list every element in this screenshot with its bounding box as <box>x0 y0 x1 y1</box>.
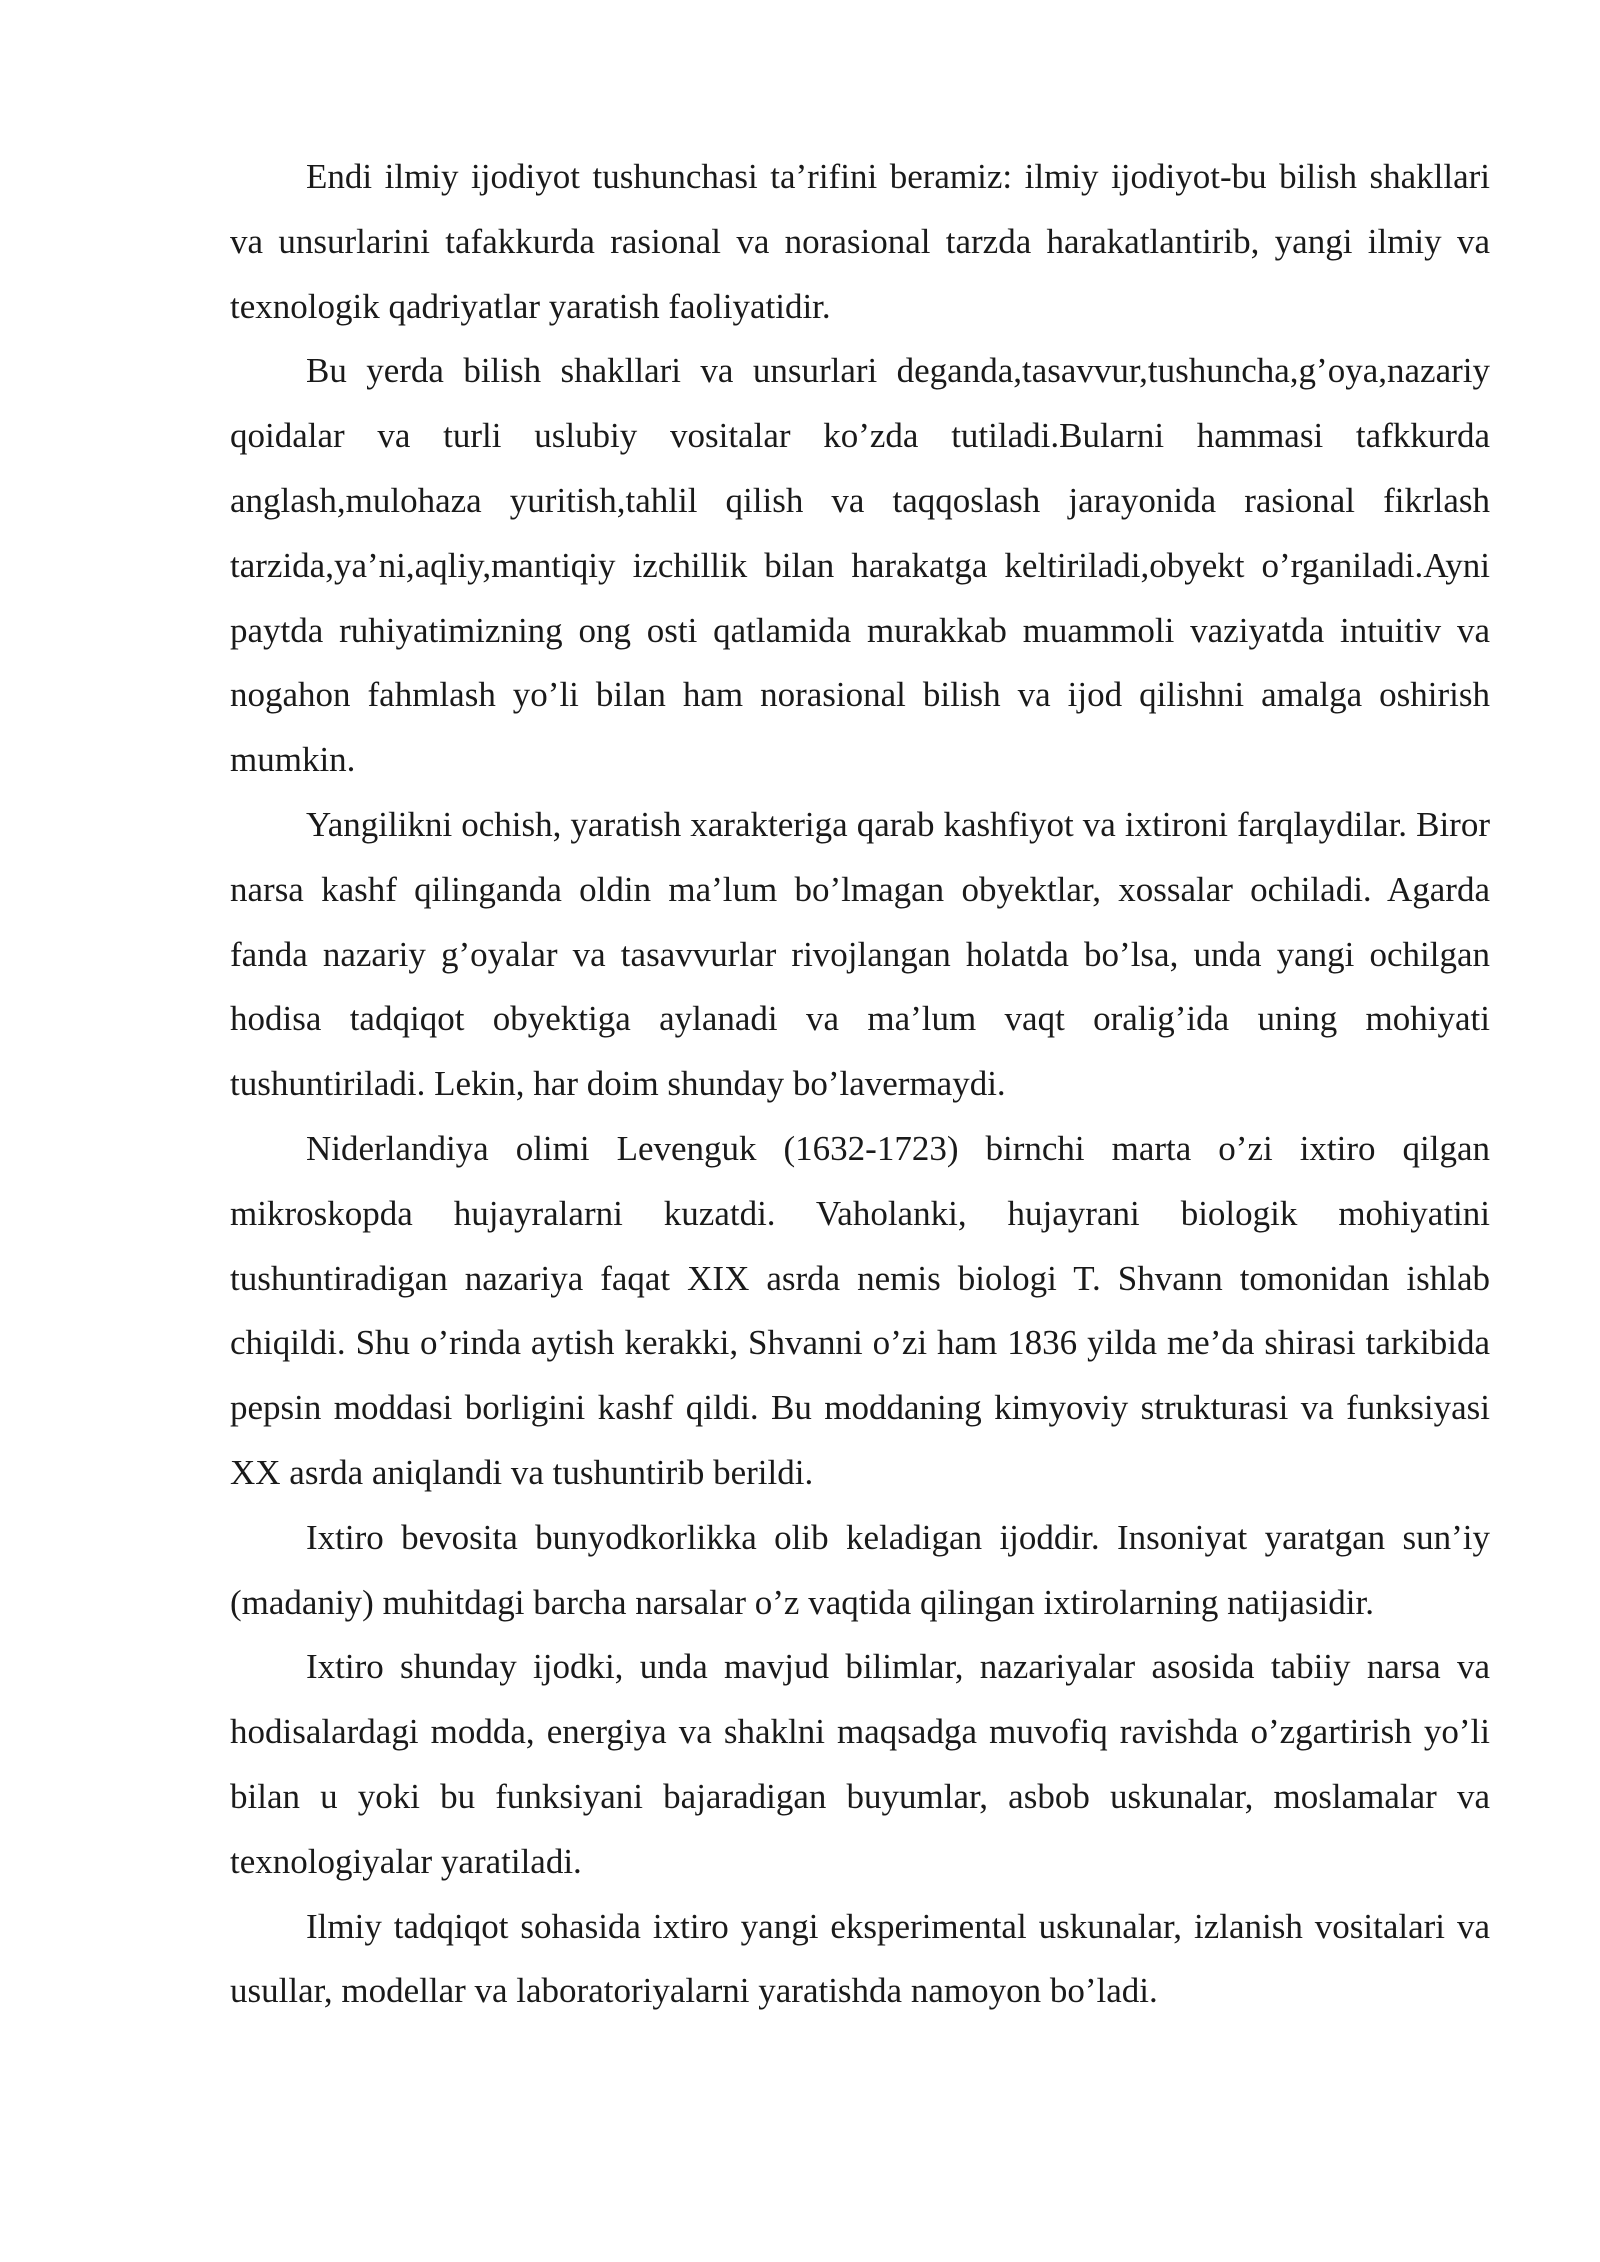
paragraph-definition: Endi ilmiy ijodiyot tushunchasi ta’rifini beramiz: ilmiy ijodiyot-bu bilish shakllari va unsurlarini tafakkurda rasional va norasional tarzda harakatlantirib, yangi ilmiy va texnologik qadriyatlar yaratish faoliyatidir. <box>230 157 1490 326</box>
paragraph-invention-creation: Ixtiro bevosita bunyodkorlikka olib keladigan ijoddir. Insoniyat yaratgan sun’iy (madaniy) muhitdagi barcha narsalar o’z vaqtida qilingan ixtirolarning natijasidir. <box>230 1517 1490 1622</box>
paragraph-levenguk: Niderlandiya olimi Levenguk (1632-1723) birnchi marta o’zi ixtiro qilgan mikroskopda hujayralarni kuzatdi. Vaholanki, hujayrani biologik mohiyatini tushuntiradigan nazariya faqat XIX asrda nemis biologi T. Shvann tomonidan ishlab chiqildi. Shu o’rinda aytish kerakki, Shvanni o’zi ham 1836 yilda me’da shirasi tarkibida pepsin moddasi borligini kashf qildi. Bu moddaning kimyoviy strukturasi va funksiyasi XX asrda aniqlandi va tushuntirib berildi. <box>230 1128 1490 1492</box>
document-page <box>230 145 1490 2024</box>
paragraph-scientific-research: Ilmiy tadqiqot sohasida ixtiro yangi eksperimental uskunalar, izlanish vositalari va usullar, modellar va laboratoriyalarni yaratishda namoyon bo’ladi. <box>230 1906 1490 2011</box>
paragraph-invention-definition: Ixtiro shunday ijodki, unda mavjud bilimlar, nazariyalar asosida tabiiy narsa va hodisalardagi modda, energiya va shaklni maqsadga muvofiq ravishda o’zgartirish yo’li bilan u yoki bu funksiyani bajaradigan buyumlar, asbob uskunalar, moslamalar va texnologiyalar yaratiladi. <box>230 1647 1490 1881</box>
paragraph-forms-of-knowledge: Bu yerda bilish shakllari va unsurlari deganda,tasavvur,tushuncha,g’oya,nazariy qoidalar va turli uslubiy vositalar ko’zda tutiladi.Bularni hammasi tafkkurda anglash,mulohaza yuritish,tahlil qilish va taqqoslash jarayonida rasional fikrlash tarzida,ya’ni,aqliy,mantiqiy izchillik bilan harakatga keltiriladi,obyekt o’rganiladi.Ayni paytda ruhiyatimizning ong osti qatlamida murakkab muammoli vaziyatda intuitiv va nogahon fahmlash yo’li bilan ham norasional bilish va ijod qilishni amalga oshirish mumkin. <box>230 351 1490 780</box>
paragraph-discovery-invention: Yangilikni ochish, yaratish xarakteriga qarab kashfiyot va ixtironi farqlaydilar. Biror narsa kashf qilinganda oldin ma’lum bo’lmagan obyektlar, xossalar ochiladi. Agarda fanda nazariy g’oyalar va tasavvurlar rivojlangan holatda bo’lsa, unda yangi ochilgan hodisa tadqiqot obyektiga aylanadi va ma’lum vaqt oralig’ida uning mohiyati tushuntiriladi. Lekin, har doim shunday bo’lavermaydi. <box>230 804 1490 1104</box>
